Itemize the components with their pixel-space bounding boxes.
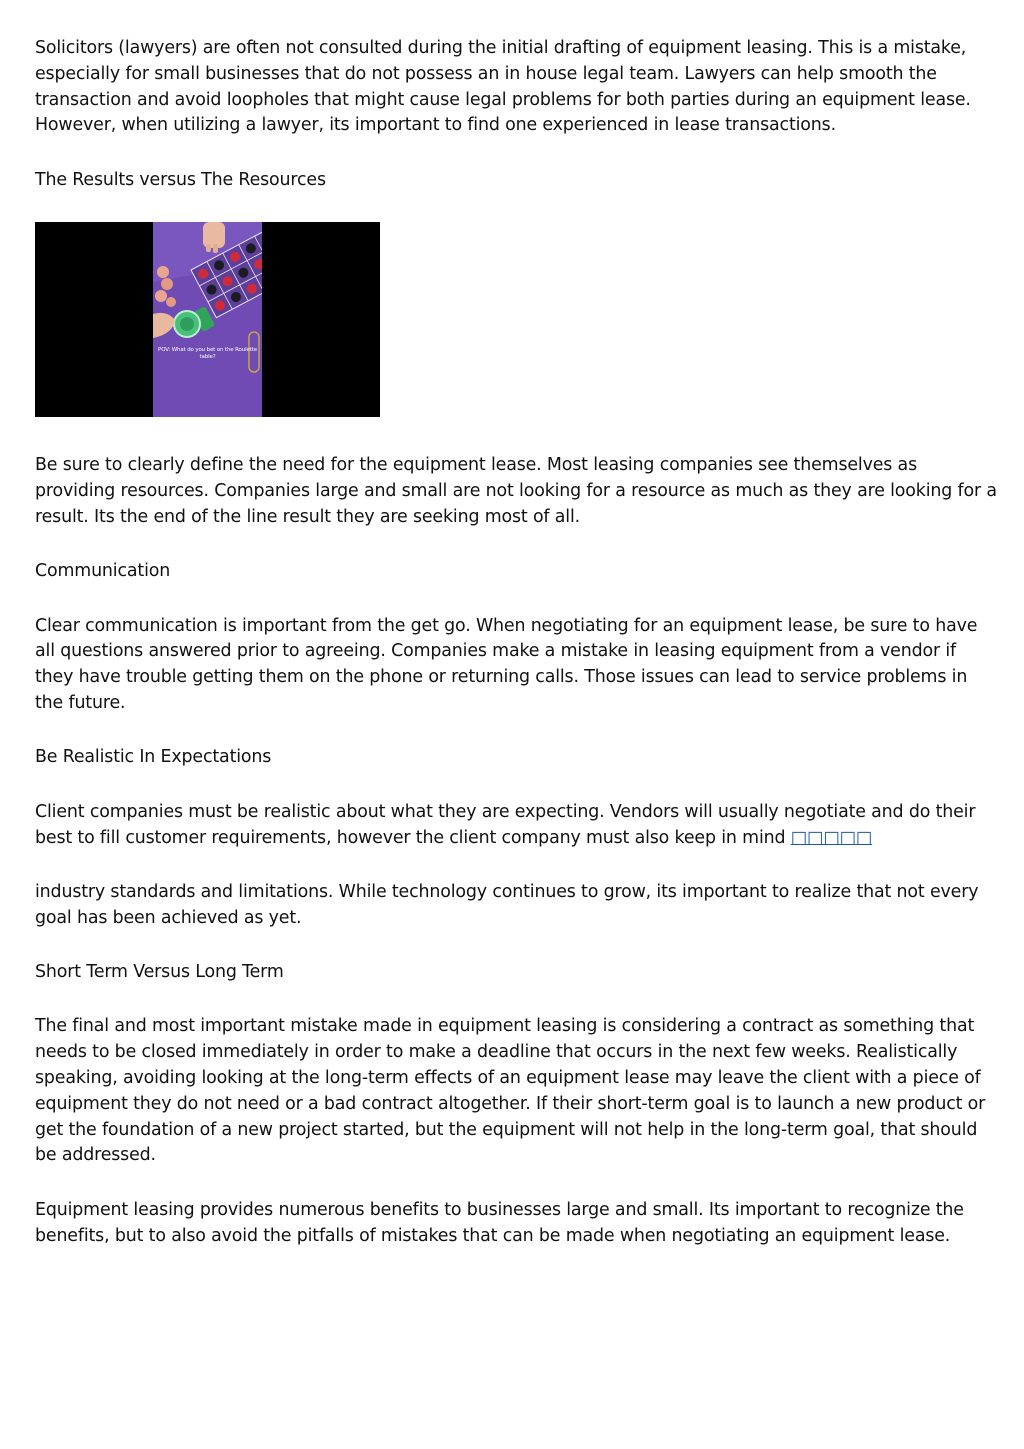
video-caption: POV: What do you bet on the Roulette table? [158,347,257,361]
roulette-video-thumbnail[interactable] [35,222,380,417]
communication-heading: Communication [35,561,171,582]
term-paragraph: The final and most important mistake made in equipment leasing is considering a contract as something that needs to be closed immediately in order to make a deadline that occurs in the next few weeks. Realistically speaking, avoiding looking at the long-term effects of an equipment lease may leave the client with a piece of equipment they do not need or a bad contract altogether. If their short-term goal is to launch a new product or get the foundation of a new project started, but the equipment will not help in the long-term goal, that should be addressed. [35,1016,986,1166]
roulette-table-illustration [153,222,262,417]
results-paragraph: Be sure to clearly define the need for the equipment lease. Most leasing companies see themselves as providing resources. Companies large and small are not looking for a resource as much as they are looking for a result. Its the end of the line result they are seeking most of all. [35,455,997,527]
realistic-heading: Be Realistic In Expectations [35,747,272,768]
results-heading: The Results versus The Resources [35,169,326,190]
communication-paragraph: Clear communication is important from the get go. When negotiating for an equipment lease, be sure to have all questions answered prior to agreeing. Companies make a mistake in leasing equipment from a vendor if they have trouble getting them on the phone or returning calls. Those issues can lead to service problems in the future. [35,615,978,713]
closing-paragraph: Equipment leasing provides numerous benefits to businesses large and small. Its important to recognize the benefits, but to also avoid the pitfalls of mistakes that can be made when negotiating an equipment lease. [35,1199,964,1246]
intro-paragraph: Solicitors (lawyers) are often not consulted during the initial drafting of equipment leasing. This is a mistake, especially for small businesses that do not possess an in house legal team. Lawyers can help smooth the transaction and avoid loopholes that might cause legal problems for both parties during an equipment lease. However, when utilizing a lawyer, its important to find one experienced in lease transactions. [35,38,971,136]
realistic-text: Client companies must be realistic about what they are expecting. Vendors will usually negotiate and do their best to fill customer requirements, however the client company must also keep in mind [35,801,976,848]
inline-link[interactable]: □□□□□ [790,827,873,848]
industry-paragraph: industry standards and limitations. While technology continues to grow, its important to realize that not every goal has been achieved as yet. [35,881,979,928]
realistic-paragraph [35,800,997,852]
video-frame [153,222,262,417]
article [35,36,997,1278]
term-heading: Short Term Versus Long Term [35,962,284,983]
